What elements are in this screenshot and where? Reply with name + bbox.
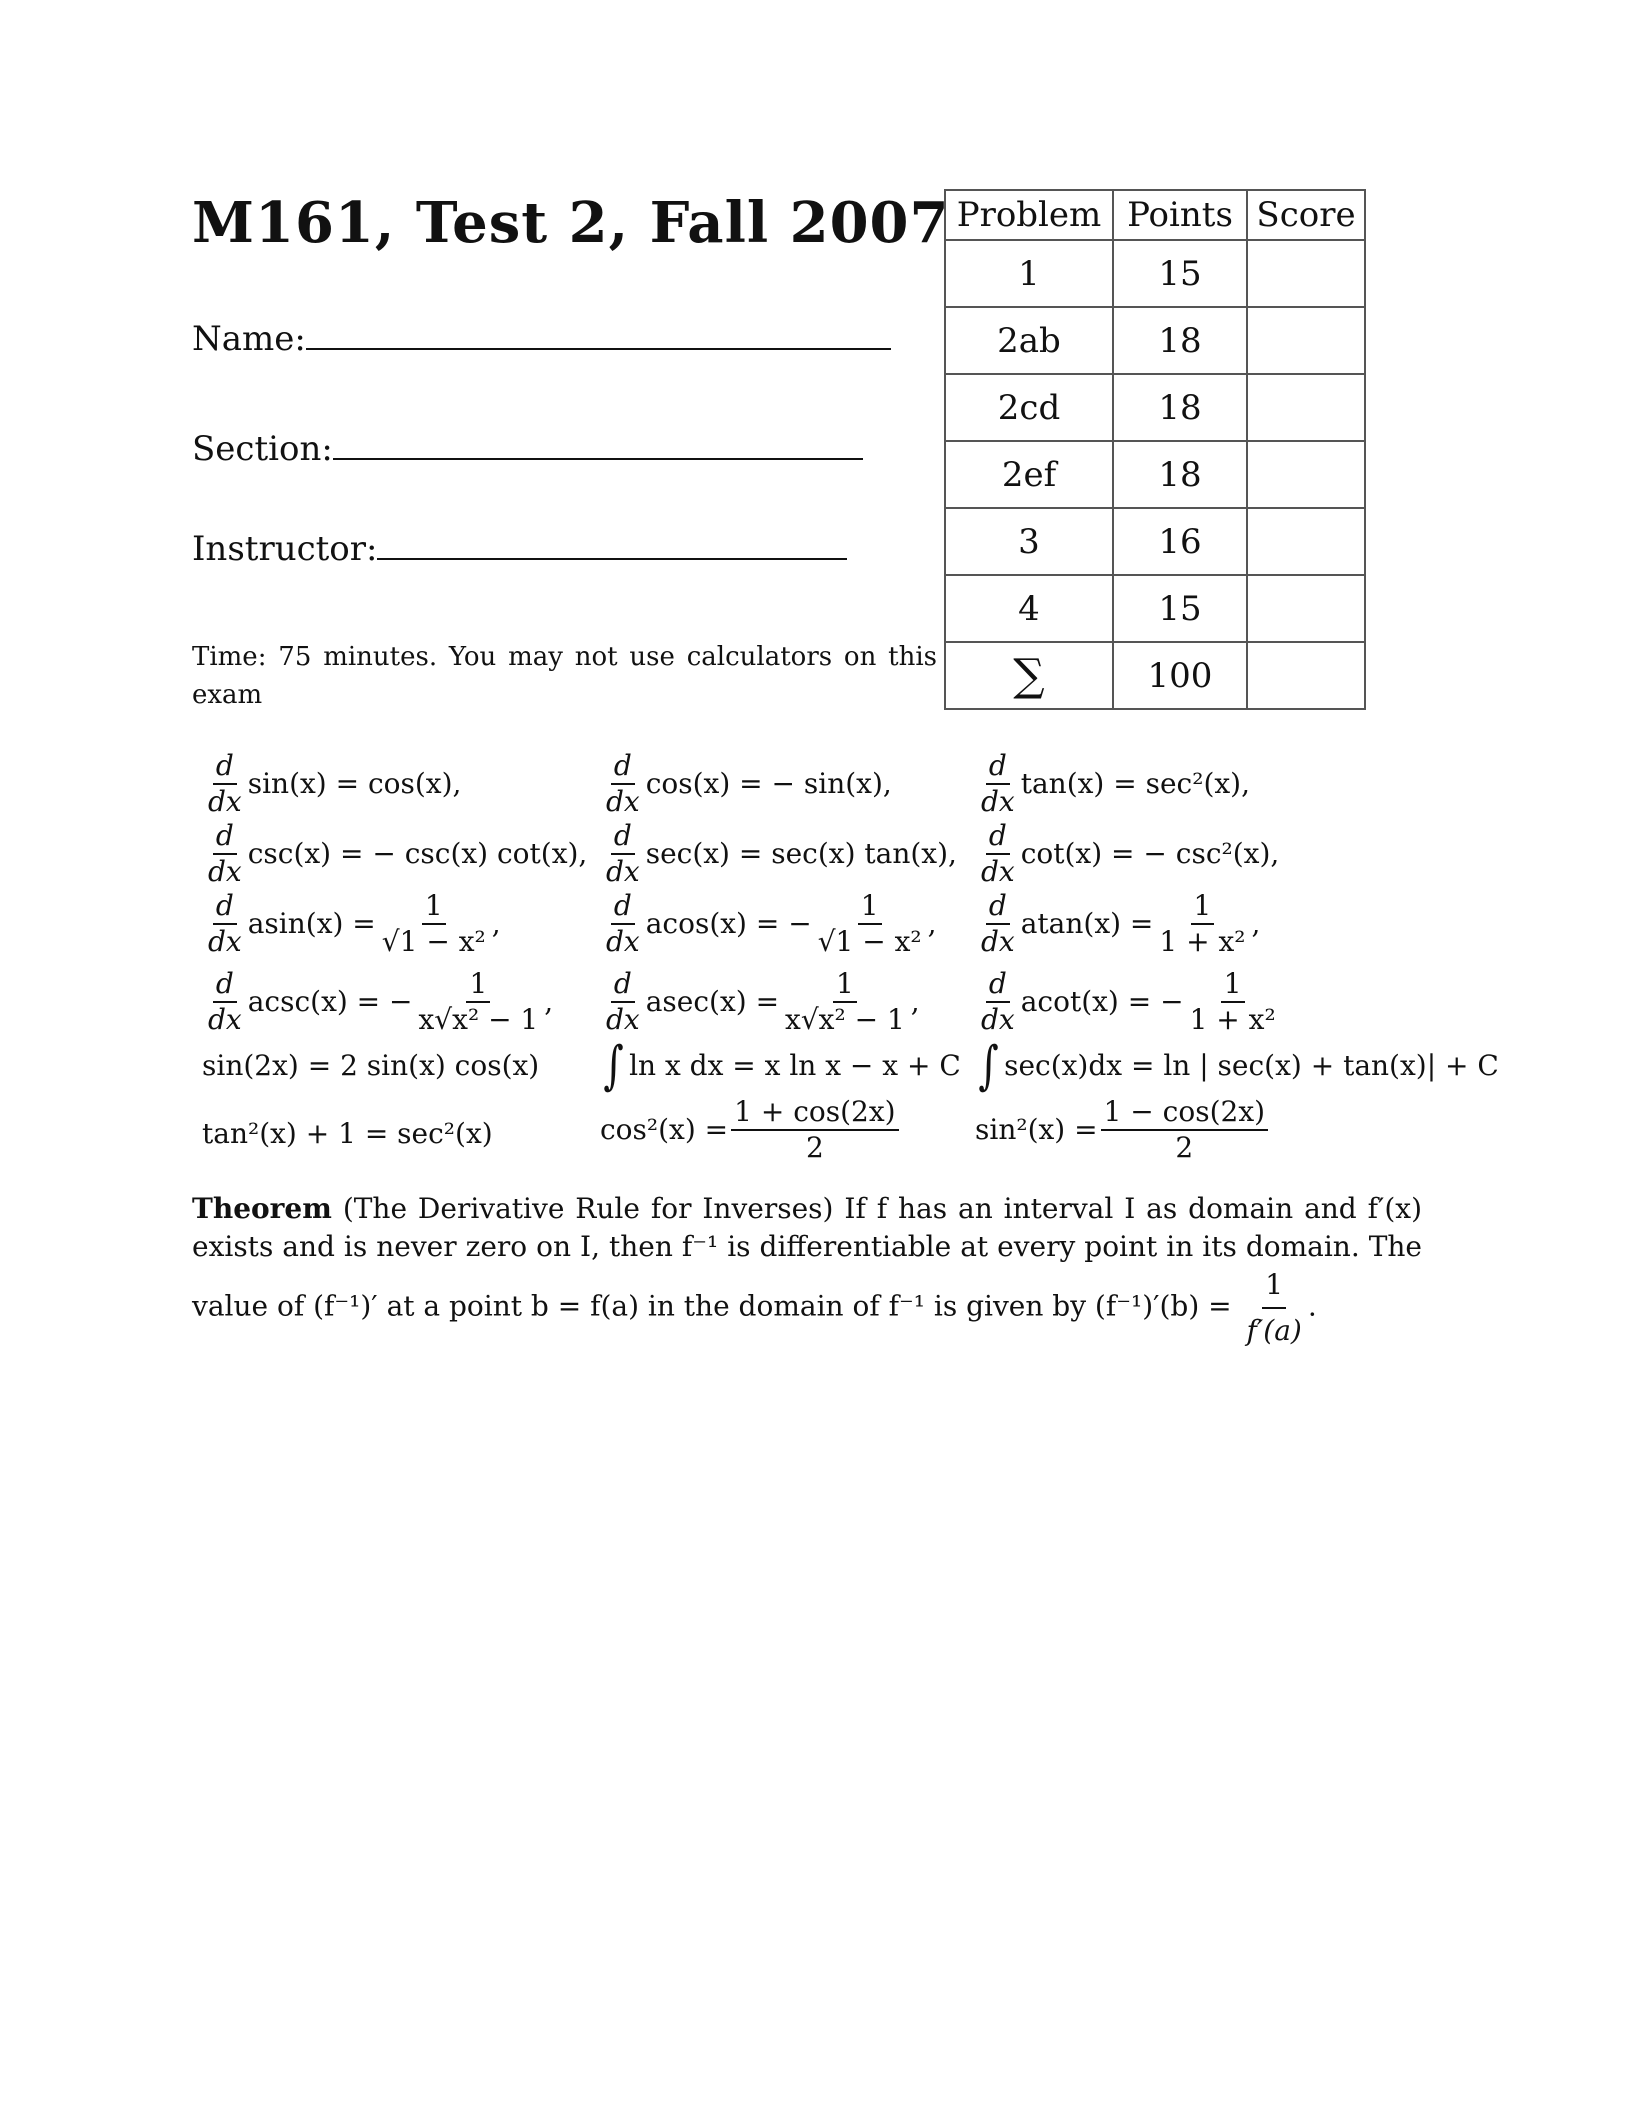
score-cell[interactable] xyxy=(1247,508,1365,575)
table-row xyxy=(945,508,1365,575)
table-row xyxy=(945,307,1365,374)
formula-d-asin: $\frac{d}{dx}$ asin(x) = $\frac{1}{\text{√1 − x²}}$ , xyxy=(202,892,501,956)
asec-fraction: $\frac{1}{\text{x√x² − 1}}$ xyxy=(785,967,905,1036)
formula-d-asec: $\frac{d}{dx}$ asec(x) = $\frac{1}{\text{x√x² − 1}}$ , xyxy=(600,970,920,1034)
problem-cell: 1 xyxy=(945,240,1113,307)
formula-integral-sec: ∫ sec(x)dx = ln | sec(x) + tan(x)| + C xyxy=(978,1036,1499,1096)
formula-d-acsc: $\frac{d}{dx}$ acsc(x) = − $\frac{1}{\text{x√x² − 1}}$ , xyxy=(202,970,553,1034)
points-cell: 18 xyxy=(1113,441,1247,508)
problem-cell: 4 xyxy=(945,575,1113,642)
table-row xyxy=(945,374,1365,441)
formula-integral-ln: ∫ ln x dx = x ln x − x + C xyxy=(603,1036,961,1096)
acsc-fraction: $\frac{1}{\text{x√x² − 1}}$ xyxy=(418,967,539,1036)
table-row xyxy=(945,441,1365,508)
score-cell[interactable] xyxy=(1247,575,1365,642)
name-field-row xyxy=(192,318,891,359)
points-cell: 18 xyxy=(1113,374,1247,441)
theorem-paragraph: Theorem (The Derivative Rule for Inverses) If f has an interval I as domain and f′(x) exists and is never zero on I, then f⁻¹ is differentiable at every point in its domain. The value of (f⁻¹)′ at a point b = f(a) in the domain of f⁻¹ is given by (f⁻¹)′(b) = $\frac{1}{f'(a)}$ . xyxy=(192,1190,1422,1350)
formula-d-atan: $\frac{d}{dx}$ atan(x) = $\frac{1}{\text{1 + x²}}$ , xyxy=(975,892,1260,956)
d-dx-fraction: $\frac{d}{dx}$ xyxy=(208,967,242,1036)
formula-d-cos: $\frac{d}{dx}$ cos(x) = − sin(x), xyxy=(600,752,892,816)
d-dx-fraction: $\frac{d}{dx}$ xyxy=(606,967,640,1036)
total-points-cell: 100 xyxy=(1113,642,1247,709)
header-problem: Problem xyxy=(945,190,1113,240)
total-score-cell[interactable] xyxy=(1247,642,1365,709)
table-row xyxy=(945,240,1365,307)
points-cell: 18 xyxy=(1113,307,1247,374)
formula-cos-squared: cos²(x) = $\frac{1 + \cos(2x)}{2}$ xyxy=(600,1098,902,1162)
instructor-blank-line[interactable] xyxy=(377,528,847,560)
d-dx-fraction: $\frac{d}{dx}$ xyxy=(981,819,1015,888)
formula-d-sec: $\frac{d}{dx}$ sec(x) = sec(x) tan(x), xyxy=(600,822,957,886)
d-dx-fraction: $\frac{d}{dx}$ xyxy=(208,819,242,888)
d-dx-fraction: $\frac{d}{dx}$ xyxy=(208,889,242,958)
sum-symbol-cell: ∑ xyxy=(945,642,1113,709)
d-dx-fraction: $\frac{d}{dx}$ xyxy=(606,889,640,958)
cos-squared-fraction: $\frac{1 + \cos(2x)}{2}$ xyxy=(731,1098,898,1162)
formula-d-acot: $\frac{d}{dx}$ acot(x) = − $\frac{1}{\text{1 + x²}}$ xyxy=(975,970,1282,1034)
problem-cell: 2cd xyxy=(945,374,1113,441)
points-cell: 16 xyxy=(1113,508,1247,575)
theorem-fraction: $\frac{1}{f'(a)}$ xyxy=(1246,1268,1302,1347)
header-points: Points xyxy=(1113,190,1247,240)
score-cell[interactable] xyxy=(1247,374,1365,441)
formula-d-acos: $\frac{d}{dx}$ acos(x) = − $\frac{1}{\text{√1 − x²}}$ , xyxy=(600,892,937,956)
section-blank-line[interactable] xyxy=(333,428,863,460)
integral-sign-icon: ∫ xyxy=(603,1036,624,1096)
formula-double-angle: sin(2x) = 2 sin(x) cos(x) xyxy=(202,1049,540,1082)
acot-fraction: $\frac{1}{\text{1 + x²}}$ xyxy=(1189,967,1276,1036)
formula-pythagorean: tan²(x) + 1 = sec²(x) xyxy=(202,1117,493,1150)
integral-sign-icon: ∫ xyxy=(978,1036,999,1096)
problem-cell: 2ab xyxy=(945,307,1113,374)
d-dx-fraction: $\frac{d}{dx}$ xyxy=(606,819,640,888)
formula-sin-squared: sin²(x) = $\frac{1 - \cos(2x)}{2}$ xyxy=(975,1098,1271,1162)
time-instructions: Time: 75 minutes. You may not use calculators on this exam xyxy=(192,642,937,710)
theorem-text: (The Derivative Rule for Inverses) If f has an interval I as domain and f′(x) exists and is never zero on I, then f⁻¹ is differentiable at every point in its domain. The value of (f⁻¹)′ at a point b = f(a) in the domain of f⁻¹ is given by (f⁻¹)′(b) = xyxy=(192,1192,1422,1323)
d-dx-fraction: $\frac{d}{dx}$ xyxy=(981,889,1015,958)
sin-squared-fraction: $\frac{1 - \cos(2x)}{2}$ xyxy=(1101,1098,1268,1162)
points-cell: 15 xyxy=(1113,575,1247,642)
score-table xyxy=(944,189,1366,710)
total-row xyxy=(945,642,1365,709)
theorem-label: Theorem xyxy=(192,1192,332,1225)
formula-d-sin: $\frac{d}{dx}$ sin(x) = cos(x), xyxy=(202,752,461,816)
acos-fraction: $\frac{1}{\text{√1 − x²}}$ xyxy=(817,889,922,958)
section-field-row xyxy=(192,428,863,469)
asin-fraction: $\frac{1}{\text{√1 − x²}}$ xyxy=(381,889,486,958)
problem-cell: 2ef xyxy=(945,441,1113,508)
formula-d-cot: $\frac{d}{dx}$ cot(x) = − csc²(x), xyxy=(975,822,1279,886)
problem-cell: 3 xyxy=(945,508,1113,575)
d-dx-fraction: $\frac{d}{dx}$ xyxy=(606,749,640,818)
score-cell[interactable] xyxy=(1247,240,1365,307)
name-label: Name: xyxy=(192,319,306,359)
section-label: Section: xyxy=(192,429,333,469)
points-cell: 15 xyxy=(1113,240,1247,307)
d-dx-fraction: $\frac{d}{dx}$ xyxy=(981,967,1015,1036)
name-blank-line[interactable] xyxy=(306,318,891,350)
score-table-header xyxy=(945,190,1365,240)
atan-fraction: $\frac{1}{\text{1 + x²}}$ xyxy=(1159,889,1246,958)
page-title: M161, Test 2, Fall 2007 xyxy=(192,190,950,256)
d-dx-fraction: $\frac{d}{dx}$ xyxy=(208,749,242,818)
instructor-field-row xyxy=(192,528,847,569)
header-score: Score xyxy=(1247,190,1365,240)
table-row xyxy=(945,575,1365,642)
score-cell[interactable] xyxy=(1247,307,1365,374)
d-dx-fraction: $\frac{d}{dx}$ xyxy=(981,749,1015,818)
score-cell[interactable] xyxy=(1247,441,1365,508)
instructor-label: Instructor: xyxy=(192,529,378,569)
formula-d-csc: $\frac{d}{dx}$ csc(x) = − csc(x) cot(x), xyxy=(202,822,587,886)
formula-d-tan: $\frac{d}{dx}$ tan(x) = sec²(x), xyxy=(975,752,1250,816)
